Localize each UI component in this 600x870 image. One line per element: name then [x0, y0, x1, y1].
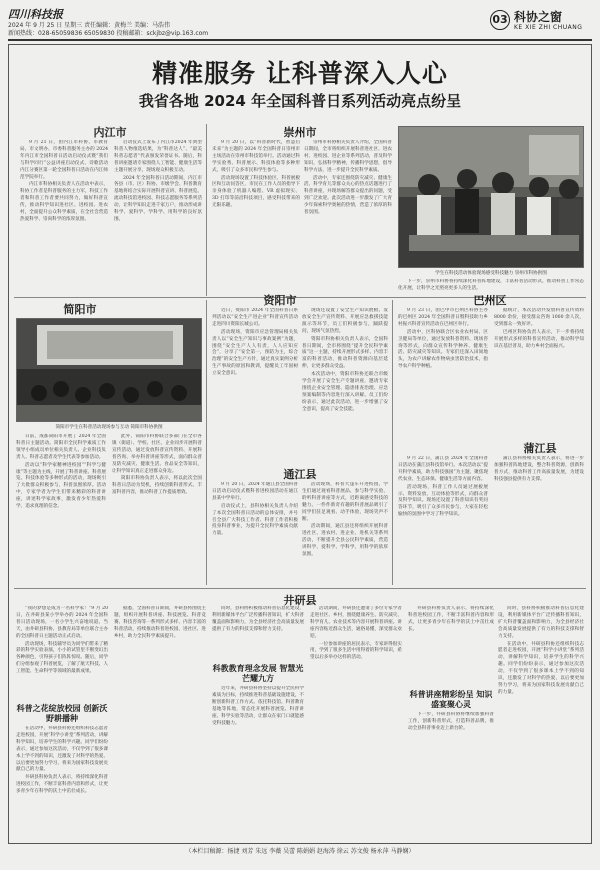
column-divider [206, 300, 207, 585]
section-divider [14, 588, 586, 589]
ziyang-paragraph: 现场还设置了安全生产知识展板、发放安全生产宣传资料、开展应急救援技能演示等环节，员工们积极参与，踊跃提问，现场气氛热烈。 [302, 308, 388, 334]
section-pinyin: KE XIE ZHI CHUANG [514, 24, 583, 31]
tongjiang-paragraph: 活动期间，通江县还将组织开展科普进社区、进农村、进企业、进机关等系列活动，不断提升全县公民科学素质，营造讲科学、爱科学、学科学、用科学的浓厚氛围。 [302, 524, 388, 558]
jingyan-text-col5b [408, 712, 494, 840]
ziyang-text-col2 [302, 308, 388, 462]
neijiang-paragraph: 2024 年全国科普日活动期间，内江市各县（市、区）科协、市级学会、科普教育基地将结合实际开展科普宣讲、科普展览、流动科技馆进校园、科技志愿服务等系列活动，让科学知识走进千家万户，推动形成讲科学、爱科学、学科学、用科学的良好氛围。 [114, 175, 202, 222]
subheadline: 我省各地 2024 年全国科普日系列活动亮点纷呈 [138, 92, 462, 110]
jianyang-paragraph: 日前，成都简阳市开展了 2024 年全国科普日主题活动。简阳市全民科学素质工作领导小组成员单位相关负责人、企业科技负责人、科普志愿者及学生代表等参加活动。 [16, 434, 106, 460]
jianyang-text-col2 [112, 434, 202, 584]
ziyang-paragraph: 近日，资阳市 2024 年全国科普日系列活动以“安全生产进企业”科普宣传活动走进四川资阳长城公司。 [212, 308, 298, 327]
chongzhou-photo [398, 126, 584, 268]
jingyan-paragraph: 在活动中，井研县科协还组织科技志愿者走进校园，开展“科学小讲堂”系列活动，讲解科学知识，培养学生的科学兴趣。同学们纷纷表示，通过参加这次活动，不仅学到了很多课本上学不到的知识，还激发了对科学的热爱，以后要更加努力学习，将来为国家科技发展贡献自己的力量。 [16, 726, 108, 773]
neijiang-text-col1 [20, 140, 108, 295]
jingyan-text-col6 [498, 606, 584, 840]
masthead-title: 四川科技报 [8, 8, 63, 21]
page-number: 03 [490, 10, 510, 30]
section-label-jianyang: 简阳市 [63, 303, 97, 316]
bazhong-text-col1 [398, 308, 488, 438]
jingyan-paragraph: 井研县科协负责人表示，将持续深化科普进校园工作，不断丰富科普内容和形式，让更多青少年在科学的沃土中茁壮成长。 [16, 775, 108, 795]
jingyan-text-col2 [114, 606, 206, 840]
bazhong-paragraph: 据统计，本次活动共发放科普宣传资料 8000 余份，接受群众咨询 1000 余人次，受到群众一致好评。 [494, 308, 584, 327]
jingyan-paragraph: 同时，县科协积极推动科普信息化建设，利用新媒体平台广泛传播科普知识，扩大科普覆盖面和影响力，为全县经济社会高质量发展提供了有力的科技支撑和智力支持。 [212, 606, 304, 632]
chongzhou-paragraph: 活动中，专家还围绕防灾减灾、健康生活、科学育儿等群众关心的热点话题进行了科普讲座，并现场解答群众提出的问题，受到广泛欢迎。此次活动进一步激发了广大青少年探索科学奥秘的热情，营造了浓厚的科普氛围。 [304, 175, 392, 216]
column-divider [206, 124, 207, 296]
jingyan-paragraph: 同时，县科协积极推动科普信息化建设，利用新媒体平台广泛传播科普知识，扩大科普覆盖面和影响力，为全县经济社会高质量发展提供了有力的科技支撑和智力支持。 [498, 606, 584, 639]
chongzhou-paragraph: 活动现场设置了科技体验区、科普展板区和互动问答区，市民在工作人员的指导下亲身体验了机器人编程、VR 虚拟现实、3D 打印等前沿科技项目，感受科技带来的无限乐趣。 [212, 175, 300, 209]
column-divider [392, 300, 393, 585]
bazhong-text-col2 [494, 308, 584, 438]
jingyan-text-col1 [16, 606, 108, 702]
neijiang-paragraph: 启动仪式上发布了内江市2024 年典型科普人物推选结果，为“科普达人”、“最美科普志愿者”代表颁发荣誉证书。随后，科普讲座邀请专家围绕人工智能、健康生活等主题开展分享，现场观众积极互动。 [114, 140, 202, 173]
bazhong-paragraph: 活动中，区科协联合区农业农村局、区卫健局等单位，通过发放科普资料、现场咨询等形式，向群众宣传科学种养、健康生活、防灾减灾等知识。专家们还深入田间地头，为农户讲解农作物病虫害防治技术，指导农户科学种植。 [398, 329, 488, 370]
section-label-pujiang: 蒲江县 [523, 442, 557, 455]
pujiang-paragraph: 蒲江县科协相关负责人表示，将进一步加强科普阵地建设，整合科普资源，创新科普方式，推动科普工作高质量发展，为建设科技强县提供有力支撑。 [494, 456, 584, 482]
chongzhou-paragraph: 崇州市科协相关负责人介绍，全国科普日期间，全市将组织开展科普进社区、进农村、进校园、进企业等系列活动，普及科学知识，弘扬科学精神，传播科学思想，倡导科学方法，进一步提升全民科学素质。 [304, 140, 392, 173]
jingyan-subhead-mid: 科教教育理念发展 智慧光芒耀九方 [212, 664, 304, 683]
ziyang-paragraph: 资阳市科协相关负责人表示，全国科普日期间，全市将围绕“提升全民科学素质”这一主题，持续开展形式多样、内容丰富的科普活动，推动科普资源向基层延伸，让更多群众受益。 [302, 336, 388, 370]
bazhong-paragraph: 9 月 23 日，由巴中市巴州区科协主办的巴州区 2024 年全国科普日暨科技助力乡村振兴科普宣传活动在巴州区举行。 [398, 308, 488, 327]
chongzhou-paragraph: 下一步，崇州市科协将持续深化科普阵地建设，丰富科普活动形式，推动科普工作常态化开展，让科学之光照亮更多人的生活。 [398, 279, 584, 291]
classroom-photo-illustration [399, 127, 584, 268]
section-name: 科协之窗 [514, 10, 563, 24]
jingyan-paragraph: 近年来，井研县科协坚持以提升全民科学素质为目标，持续推进科普基础设施建设，不断创新科普工作方式。依托科技馆、科普教育基地等阵地，常态化开展科普展览、科普讲座、科学实验等活动，让群众在家门口就能感受科技魅力。 [212, 686, 304, 726]
jingyan-paragraph: 据悉，全国科普日期间，井研县将围绕主题，组织开展科普讲座、科技展览、科普竞赛、科技咨询等一系列形式多样、内容丰富的科普活动，持续推动科普进校园、进社区、进乡村，助力全民科学素质提升。 [114, 606, 206, 639]
tongjiang-paragraph: 启动仪式上，县科协相关负责人介绍了本次全国科普日活动的总体安排，并号召全县广大科技工作者、科普工作者积极投身科普事业，为提升全民科学素质贡献力量。 [212, 503, 298, 537]
tongjiang-text-col1 [212, 482, 298, 584]
jingyan-text-col5 [408, 606, 494, 688]
neijiang-paragraph: 9 月 21 日，由内江市科协、市教育局、市文明办、市委科普服务主办的 2024 年内江市全国科普日活动启动仪式暨“我们与科学同行”公益讲座启动仪式、诗歌活动内江分赛区第一轮全国科普日活动在内江师范学院举行。 [20, 140, 108, 180]
section-label-tongjiang: 通江县 [283, 468, 317, 481]
jingyan-paragraph: 下一步，井研县科协将继续加强科普工作，创新科普形式，打造科普品牌，推动全县科普事业迈上新台阶。 [408, 712, 494, 731]
jingyan-subhead-right: 科普讲座精彩纷呈 知识盛宴聚心灵 [409, 690, 493, 709]
masthead-info-contact: 新闻热线：028-65059836 65059830 投稿邮箱：sckjbz@vip.163.com [8, 30, 209, 37]
tongjiang-paragraph: 9 月 20 日，2024 年通江县全国科普日活动启动仪式暨科普进校园活动在通江县某中学举行。 [212, 482, 298, 501]
pujiang-paragraph: 9 月 22 日，蒲江县 2024 年全国科普日活动在蒲江县科技馆举行。本次活动以“提升科学素质，助力科技强国”为主题，聚焦现代农业、生态环保、健康生活等方面内容。 [398, 456, 488, 482]
chongzhou-text-col1 [212, 140, 300, 295]
footer-credits: （本栏目稿源：扬捷 刘芳 朱远 李薇 吴蕾 陈娟娟 赵海涛 徐云 苏文俊 杨永萍 马静娴） [185, 848, 415, 855]
jingyan-paragraph: “我的梦想是成为一名科学家！”9 月 20 日，在井研县某小学举办的 2024 年全国科普日活动现场，一名小学生兴奋地说道。当天，由井研县科协、县教育局等单位联合主办的全国科普日主题活动正式启动。 [16, 606, 108, 639]
jingyan-text-col1b [16, 726, 108, 840]
jianyang-paragraph: 简阳市科协负责人表示，将以此次全国科普日活动为契机，持续创新科普形式、丰富科普内容，推动科普工作提质增效。 [112, 476, 202, 496]
jingyan-paragraph: 一位参加讲座的居民表示，专家讲得很实用，学到了很多生活中用得着的科学知识，希望以后多举办这样的活动。 [310, 641, 402, 661]
jingyan-text-col3b [212, 686, 304, 840]
jingyan-paragraph: 活动现场，科技辅导员为同学们带来了精彩的科学实验表演，小小的试管里不断变幻出各种颜色，引得孩子们阵阵惊叹。随后，同学们分组参观了科普展览，了解了航天科技、人工智能、生命科学等领域的最新成果。 [16, 641, 108, 675]
jingyan-paragraph: 井研县科协负责人表示，将持续深化科普进校园工作，不断丰富科普内容和形式，让更多青少年在科学的沃土中茁壮成长。 [408, 606, 494, 632]
chongzhou-paragraph: 9 月 20 日，以“科普新时代，智慧启未来”为主题的 2024 年全国科普日崇州市主场活动在崇州市科技馆举行。活动通过科学实验秀、科普展示、科技体验等多种形式，吸引了众多市民和学生参与。 [212, 140, 300, 173]
section-label-bazhong: 巴州区 [473, 294, 507, 307]
chongzhou-text-col2 [304, 140, 392, 295]
bazhong-paragraph: 巴州区科协负责人表示，下一步将持续开展形式多样的科普宣传活动，推动科学知识在基层普及，助力乡村全面振兴。 [494, 329, 584, 349]
pujiang-text-col2 [494, 456, 584, 584]
ziyang-paragraph: 本次活动中，资阳市科协还联合市级学会开展了安全生产专题讲座，邀请专家围绕企业安全管理、隐患排查治理、应急预案编制等内容进行深入讲解。员工们纷纷表示，通过此次活动，进一步增强了安全意识，提高了安全技能。 [302, 372, 388, 412]
ziyang-paragraph: 活动现场，资阳市应急管理局相关负责人以“安全生产知识与事故案例”为题，围绕“安全生产人人有责，人人应知应会”，分享了“安全第一，预防为主，综合治理”的安全生产方针，通过真实案例分析生产事故的原因和教训，提醒员工牢固树立安全意识。 [212, 329, 298, 377]
jianyang-text-col1 [16, 434, 106, 584]
jianyang-paragraph: 活动以“科学家精神进校园”“科学与健康”等主题为主线，开展了科普讲座、科普展览、科技体验等多种形式的活动，现场吸引了大批群众积极参与，科普氛围浓厚。活动中，专家学者为学生们带来精彩的科普讲座，讲述科学家故事，激发青少年热爱科学、追求真理的信念。 [16, 462, 106, 510]
section-label-jingyan: 井研县 [283, 594, 317, 607]
neijiang-paragraph: 内江市科协相关负责人在活动中表示，科协工作者是科普服务的主力军，科技工作者和科普工作者要共同努力，做好科普宣传，推动科学知识进社区、进校园、进农村，全面提升公众科学素质，在全社会营造热爱科学、崇尚科学的浓厚氛围。 [20, 182, 108, 222]
masthead-info-date: 2024 年 9 月 25 日 星期三 责任编辑：黄梅兰 美编：马浩伟 [8, 22, 170, 29]
section-label-neijiang: 内江市 [93, 126, 127, 139]
neijiang-text-col2 [114, 140, 202, 295]
page-header [8, 6, 592, 38]
tongjiang-paragraph: 活动现场，科普大篷车开进校园，学生们通过观看科普展品、参与科学实验、聆听科普讲座等方式，近距离感受科技的魅力。一件件新奇有趣的科普展品吸引了同学们驻足观看、动手体验，现场笑声不断。 [302, 482, 388, 522]
chongzhou-photo-caption: 学生在科技活动体验现场感受科技魅力 崇州市科协供图 [435, 271, 547, 276]
jianyang-photo [16, 318, 202, 422]
ziyang-text-col1 [212, 308, 298, 462]
jianyang-photo-caption: 简阳市学生在科普活动现场参与互动 简阳市科协供图 [55, 425, 163, 430]
jingyan-paragraph: 在活动中，井研县科协还组织科技志愿者走进校园，开展“科学小讲堂”系列活动，讲解科学知识，培养学生的科学兴趣。同学们纷纷表示，通过参加这次活动，不仅学到了很多课本上学不到的知识，还激发了对科学的热爱，以后要更加努力学习，将来为国家科技发展贡献自己的力量。 [498, 641, 584, 695]
jingyan-subhead-left: 科普之花绽放校园 创新沃野耕播种 [16, 704, 108, 723]
jingyan-paragraph: 活动期间，井研县还邀请了多位专家学者走进社区、乡村，围绕健康养生、防灾减灾、科学育儿、农业技术等内容开展科普讲座。讲座内容贴近群众生活，通俗易懂，深受群众欢迎。 [310, 606, 402, 639]
jingyan-text-col3 [212, 606, 304, 660]
section-label-ziyang: 资阳市 [263, 294, 297, 307]
headline: 精准服务 让科普深入人心 [152, 59, 448, 88]
header-rule [8, 39, 592, 41]
tongjiang-text-col2 [302, 482, 388, 584]
pujiang-paragraph: 活动现场，科普工作人员通过展板展示、资料发放、互动体验等形式，向群众普及科学知识。现场还设置了科普知识有奖问答环节，吸引了众多市民参与，大家在轻松愉快的氛围中学习了科学知识。 [398, 484, 488, 518]
pujiang-text-col1 [398, 456, 488, 584]
section-label-chongzhou: 崇州市 [283, 126, 317, 139]
lecture-photo-illustration [17, 319, 202, 422]
jianyang-paragraph: 此外，简阳市科协联合多部门在全市各镇（街道）、学校、社区、企业同步开展科普宣传活动，通过发放科普宣传资料、开展科普咨询、举办科普讲座等形式，面向群众普及防灾减灾、健康生活、食品安全等知识，让科学知识真正走进群众身边。 [112, 434, 202, 474]
jingyan-text-col4 [310, 606, 402, 840]
